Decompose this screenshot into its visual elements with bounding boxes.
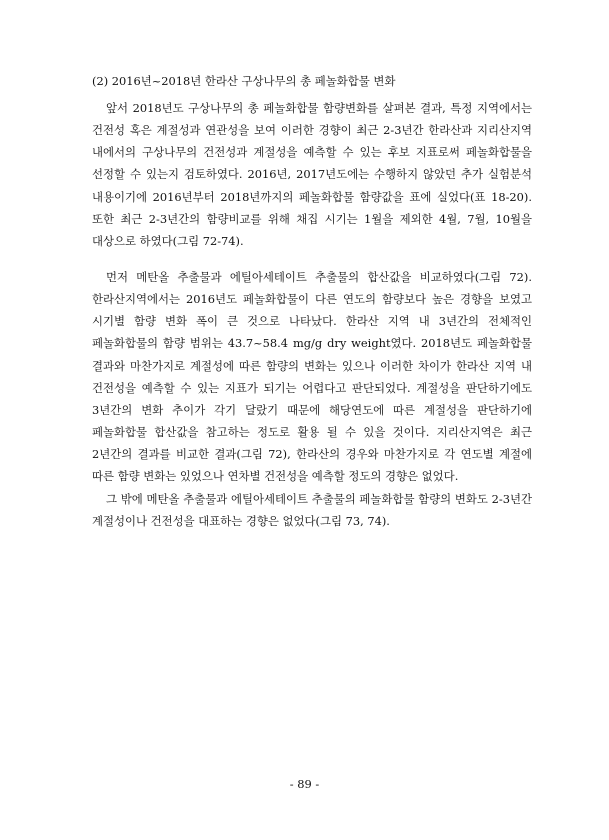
section-heading: (2) 2016년~2018년 한라산 구상나무의 총 페놀화합물 변화 xyxy=(92,74,396,88)
paragraph-2: 먼저 메탄올 추출물과 에틸아세테이트 추출물의 합산값을 비교하였다(그림 72). 한라산지역에서는 2016년도 페놀화합물이 다른 연도의 함량보다 높은 경향을 보였고 시기별 함량 변화 폭이 큰 것으로 나타났다. 한라산 지역 내 3년간의 전체적인 페놀화합물의 함량 범위는 43.7~58.4 mg/g dry weight였다. 2018년도 페놀화합물 결과와 마찬가지로 계절성에 따른 함량의 변화는 있으나 이러한 차이가 한라산 지역 내 건전성을 예측할 수 있는 지표가 되기는 어렵다고 판단되었다. 계절성을 판단하기에도 3년간의 변화 추이가 각기 달랐기 때문에 해당연도에 따른 계절성을 판단하기에 페놀화합물 합산값을 참고하는 정도로 활용 될 수 있을 것이다. 지리산지역은 최근 2년간의 결과를 비교한 결과(그림 72), 한라산의 경우와 마찬가지로 각 연도별 계절에 따른 함량 변화는 있었으나 연차별 건전성을 예측할 정도의 경향은 없었다. xyxy=(92,270,532,484)
paragraph-1: 앞서 2018년도 구상나무의 총 페놀화합물 함량변화를 살펴본 결과, 특정 지역에서는 건전성 혹은 계절성과 연관성을 보여 이러한 경향이 최근 2-3년간 한라산과 지리산지역 내에서의 구상나무의 건전성과 계절성을 예측할 수 있는 후보 지표로써 페놀화합물을 선정할 수 있는지 검토하였다. 2016년, 2017년도에는 수행하지 않았던 추가 실험분석 내용이기에 2016년부터 2018년까지의 페놀화합물 함량값을 표에 실었다(표 18-20). 또한 최근 2-3년간의 함량비교를 위해 채집 시기는 1월을 제외한 4월, 7월, 10월을 대상으로 하였다(그림 72-74). xyxy=(92,101,532,248)
paragraph-3: 그 밖에 메탄올 추출물과 에틸아세테이트 추출물의 페놀화합물 함량의 변화도 2-3년간 계절성이나 건전성을 대표하는 경향은 없었다(그림 73, 74). xyxy=(92,492,532,529)
page-number: - 89 - xyxy=(289,777,320,791)
